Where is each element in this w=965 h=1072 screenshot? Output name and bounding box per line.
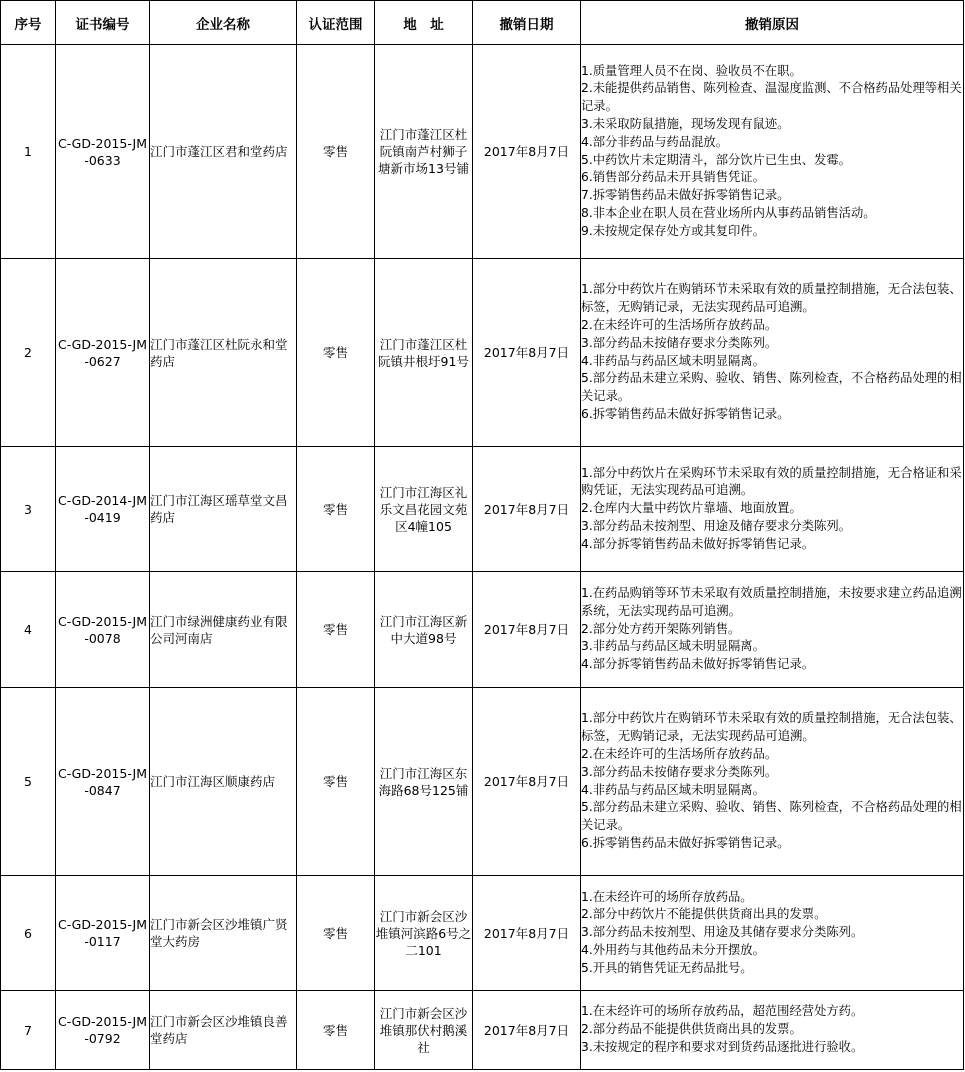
row-company-name: 江门市蓬江区君和堂药店	[150, 45, 297, 259]
reason-item: 5.中药饮片未定期清斗，部分饮片已生虫、发霉。	[581, 152, 851, 167]
reason-item: 1.部分中药饮片在购销环节未采取有效的质量控制措施，无合法包装、标签，无购销记录，无法实现药品可追溯。	[581, 711, 962, 744]
row-revoke-date: 2017年8月7日	[473, 259, 581, 447]
reason-item: 6.销售部分药品未开具销售凭证。	[581, 170, 765, 185]
row-serial-no: 4	[1, 572, 56, 688]
table-row	[1, 991, 964, 1070]
table-row	[1, 447, 964, 572]
table-row	[1, 688, 964, 876]
reason-item: 4.部分拆零销售药品未做好拆零销售记录。	[581, 657, 815, 672]
reason-item: 4.外用药与其他药品未分开摆放。	[581, 942, 765, 957]
reason-item: 8.非本企业在职人员在营业场所内从事药品销售活动。	[581, 205, 876, 220]
reason-item: 5.部分药品未建立采购、验收、销售、陈列检查，不合格药品处理的相关记录。	[581, 800, 962, 833]
header-company-name: 企业名称	[150, 1, 297, 45]
row-scope: 零售	[297, 259, 375, 447]
row-company-name: 江门市蓬江区杜阮永和堂药店	[150, 259, 297, 447]
reason-item: 6.拆零销售药品未做好拆零销售记录。	[581, 406, 790, 421]
row-serial-no: 7	[1, 991, 56, 1070]
row-revoke-reasons	[581, 45, 964, 259]
reason-item: 1.在未经许可的场所存放药品。	[581, 889, 753, 904]
row-revoke-reasons	[581, 688, 964, 876]
row-revoke-reasons	[581, 876, 964, 991]
row-revoke-date: 2017年8月7日	[473, 447, 581, 572]
reason-item: 2.部分处方药开架陈列销售。	[581, 621, 741, 636]
row-address: 江门市新会区沙堆镇那伏村鹅溪社	[375, 991, 473, 1070]
reason-item: 7.拆零销售药品未做好拆零销售记录。	[581, 188, 790, 203]
reason-item: 4.非药品与药品区域未明显隔离。	[581, 353, 765, 368]
row-address: 江门市江海区东海路68号125铺	[375, 688, 473, 876]
reason-item: 2.部分药品不能提供供货商出具的发票。	[581, 1022, 802, 1037]
header-serial-no: 序号	[1, 1, 56, 45]
row-scope: 零售	[297, 45, 375, 259]
reason-item: 2.在未经许可的生活场所存放药品。	[581, 317, 778, 332]
row-scope: 零售	[297, 447, 375, 572]
row-certificate-no: C-GD-2015-JM-0847	[56, 688, 150, 876]
row-revoke-date: 2017年8月7日	[473, 688, 581, 876]
row-revoke-date: 2017年8月7日	[473, 991, 581, 1070]
reason-item: 6.拆零销售药品未做好拆零销售记录。	[581, 835, 790, 850]
row-certificate-no: C-GD-2015-JM-0633	[56, 45, 150, 259]
reason-item: 2.部分中药饮片不能提供供货商出具的发票。	[581, 907, 827, 922]
reason-item: 4.部分非药品与药品混放。	[581, 134, 728, 149]
row-certificate-no: C-GD-2014-JM-0419	[56, 447, 150, 572]
row-serial-no: 5	[1, 688, 56, 876]
row-certificate-no: C-GD-2015-JM-0627	[56, 259, 150, 447]
reason-item: 1.在药品购销等环节未采取有效质量控制措施，未按要求建立药品追溯系统，无法实现药品可追溯。	[581, 586, 962, 618]
reason-item: 4.部分拆零销售药品未做好拆零销售记录。	[581, 536, 815, 551]
row-address: 江门市蓬江区杜阮镇南芦村狮子塘新市场13号铺	[375, 45, 473, 259]
row-serial-no: 1	[1, 45, 56, 259]
reason-item: 9.未按规定保存处方或其复印件。	[581, 223, 765, 238]
table-row	[1, 876, 964, 991]
header-row	[1, 1, 964, 45]
reason-item: 1.在未经许可的场所存放药品，超范围经营处方药。	[581, 1004, 864, 1019]
row-revoke-reasons	[581, 991, 964, 1070]
reason-item: 3.部分药品未按储存要求分类陈列。	[581, 764, 778, 779]
row-serial-no: 2	[1, 259, 56, 447]
row-address: 江门市新会区沙堆镇河滨路6号之二101	[375, 876, 473, 991]
reason-item: 3.未采取防鼠措施，现场发现有鼠迹。	[581, 116, 790, 131]
reason-item: 3.部分药品未按剂型、用途及储存要求分类陈列。	[581, 518, 851, 533]
row-certificate-no: C-GD-2015-JM-0792	[56, 991, 150, 1070]
row-company-name: 江门市新会区沙堆镇良善堂药店	[150, 991, 297, 1070]
row-scope: 零售	[297, 688, 375, 876]
row-company-name: 江门市江海区瑶草堂文昌药店	[150, 447, 297, 572]
row-serial-no: 3	[1, 447, 56, 572]
reason-item: 1.部分中药饮片在采购环节未采取有效的质量控制措施，无合格证和采购凭证，无法实现药品可追溯。	[581, 465, 962, 498]
reason-item: 2.仓库内大量中药饮片靠墙、地面放置。	[581, 501, 802, 516]
reason-item: 3.非药品与药品区域未明显隔离。	[581, 639, 765, 654]
row-revoke-reasons	[581, 572, 964, 688]
row-address: 江门市江海区礼乐文昌花园文苑区4幢105	[375, 447, 473, 572]
table-row	[1, 572, 964, 688]
row-company-name: 江门市江海区顺康药店	[150, 688, 297, 876]
row-serial-no: 6	[1, 876, 56, 991]
row-scope: 零售	[297, 876, 375, 991]
row-certificate-no: C-GD-2015-JM-0078	[56, 572, 150, 688]
row-certificate-no: C-GD-2015-JM-0117	[56, 876, 150, 991]
row-address: 江门市江海区新中大道98号	[375, 572, 473, 688]
header-certificate-no: 证书编号	[56, 1, 150, 45]
row-revoke-reasons	[581, 259, 964, 447]
reason-item: 3.部分药品未按剂型、用途及其储存要求分类陈列。	[581, 925, 864, 940]
row-company-name: 江门市新会区沙堆镇广贤堂大药房	[150, 876, 297, 991]
reason-item: 5.部分药品未建立采购、验收、销售、陈列检查，不合格药品处理的相关记录。	[581, 371, 962, 404]
header-address: 地 址	[375, 1, 473, 45]
reason-item: 5.开具的销售凭证无药品批号。	[581, 960, 753, 975]
table-row	[1, 259, 964, 447]
reason-item: 4.非药品与药品区域未明显隔离。	[581, 782, 765, 797]
header-revoke-reason: 撤销原因	[581, 1, 964, 45]
table-row	[1, 45, 964, 259]
row-revoke-date: 2017年8月7日	[473, 45, 581, 259]
reason-item: 3.未按规定的程序和要求对到货药品逐批进行验收。	[581, 1039, 864, 1054]
reason-item: 1.部分中药饮片在购销环节未采取有效的质量控制措施，无合法包装、标签，无购销记录，无法实现药品可追溯。	[581, 282, 962, 315]
reason-item: 3.部分药品未按储存要求分类陈列。	[581, 335, 778, 350]
header-scope: 认证范围	[297, 1, 375, 45]
row-scope: 零售	[297, 991, 375, 1070]
row-scope: 零售	[297, 572, 375, 688]
row-revoke-date: 2017年8月7日	[473, 876, 581, 991]
row-address: 江门市蓬江区杜阮镇井根圩91号	[375, 259, 473, 447]
reason-item: 2.在未经许可的生活场所存放药品。	[581, 746, 778, 761]
row-company-name: 江门市绿洲健康药业有限公司河南店	[150, 572, 297, 688]
row-revoke-reasons	[581, 447, 964, 572]
reason-item: 1.质量管理人员不在岗、验收员不在职。	[581, 63, 802, 78]
header-revoke-date: 撤销日期	[473, 1, 581, 45]
row-revoke-date: 2017年8月7日	[473, 572, 581, 688]
reason-item: 2.未能提供药品销售、陈列检查、温湿度监测、不合格药品处理等相关记录。	[581, 81, 962, 114]
